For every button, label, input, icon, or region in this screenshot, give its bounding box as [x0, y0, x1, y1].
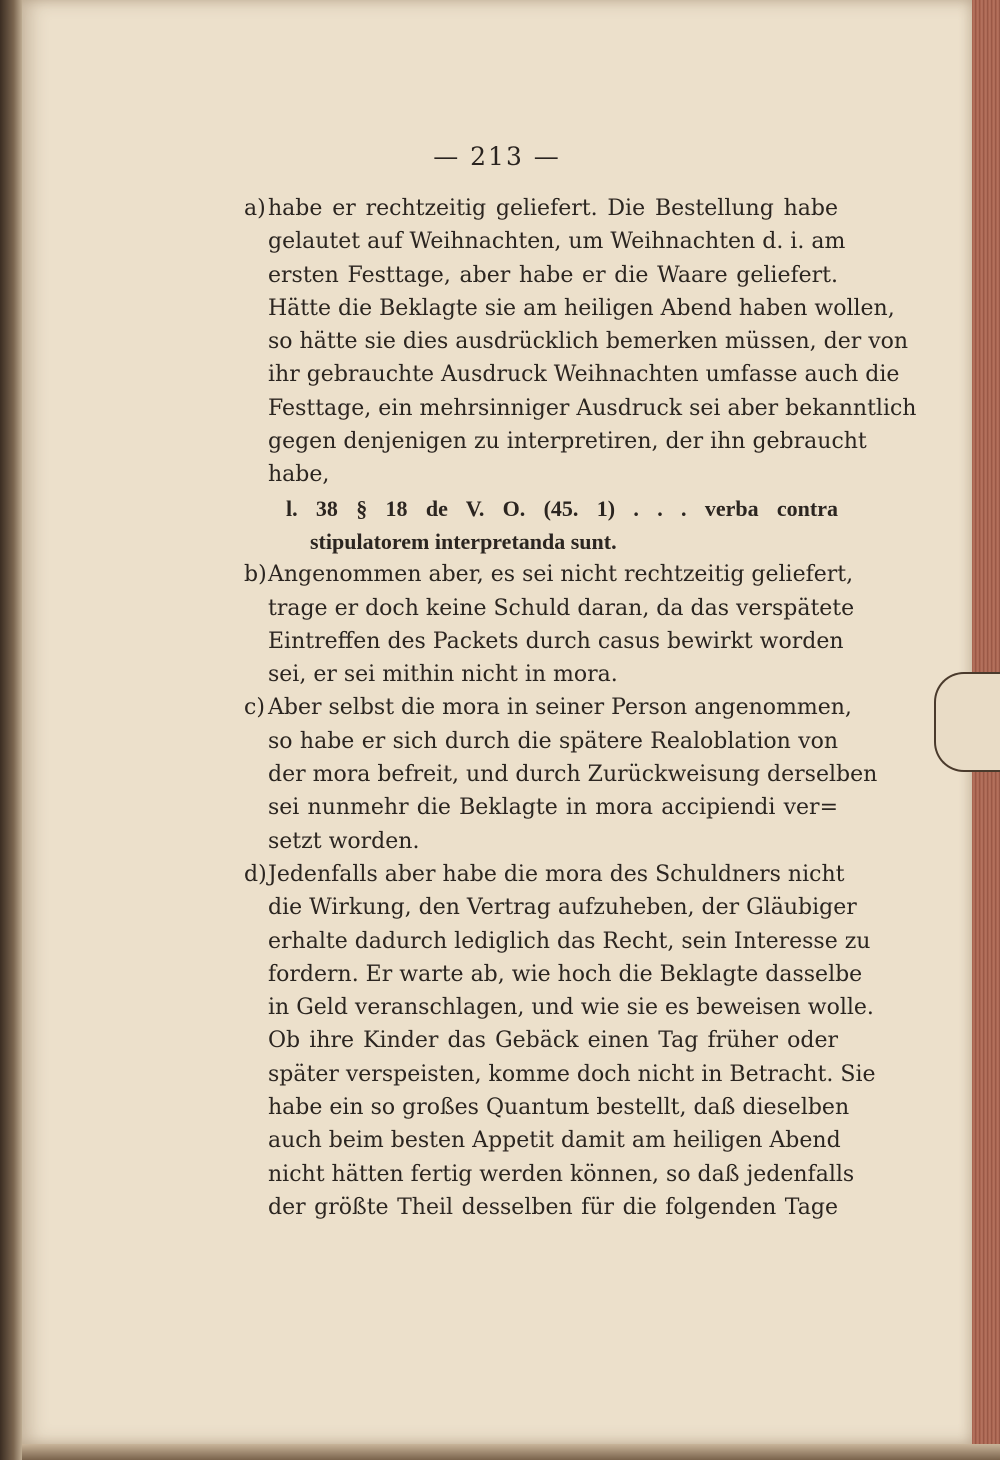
text-line: auch beim besten Appetit damit am heiligen Abend: [268, 1128, 841, 1154]
paragraph-a: [244, 192, 917, 492]
text-line: so habe er sich durch die spätere Realoblation von: [268, 728, 838, 754]
text-line: fordern. Er warte ab, wie hoch die Beklagte dasselbe: [268, 961, 863, 987]
text-line: in Geld veranschlagen, und wie sie es beweisen wolle.: [268, 995, 874, 1021]
text-line: der mora befreit, und durch Zurückweisung derselben: [268, 762, 878, 788]
text-line: Eintreffen des Packets durch casus bewirkt worden: [268, 628, 844, 654]
text-line: gelautet auf Weihnachten, um Weihnachten d. i. am: [268, 229, 846, 255]
page-clip-tab: [934, 672, 1000, 772]
text-line: habe,: [268, 462, 330, 488]
text-line: erhalte dadurch lediglich das Recht, sein Interesse zu: [268, 928, 871, 954]
text-line: ihr gebrauchte Ausdruck Weihnachten umfasse auch die: [268, 362, 900, 388]
paragraph-b: [244, 558, 855, 691]
page-sheet: [22, 0, 972, 1444]
text-line: d)Jedenfalls aber habe die mora des Schuldners nicht: [246, 858, 838, 891]
latin-citation: [246, 492, 838, 559]
text-line: der größte Theil desselben für die folgenden Tage: [268, 1194, 838, 1220]
item-label: d): [244, 861, 267, 887]
text-line: sei, er sei mithin nicht in mora.: [268, 662, 618, 688]
text-line: Festtage, ein mehrsinniger Ausdruck sei aber bekanntlich: [268, 395, 917, 421]
item-label: a): [244, 196, 266, 221]
body-text: [244, 192, 917, 1224]
text-line: die Wirkung, den Vertrag aufzuheben, der Gläubiger: [268, 895, 857, 921]
page-number-header: — 213 —: [433, 142, 561, 171]
text-line: sei nunmehr die Beklagte in mora accipiendi ver=: [268, 795, 838, 821]
text-line: trage er doch keine Schuld daran, da das verspätete: [268, 595, 855, 621]
text-line: gegen denjenigen zu interpretiren, der ihn gebraucht: [268, 429, 867, 455]
page-bottom-edge: [22, 1444, 1000, 1460]
item-label: c): [244, 695, 265, 721]
text-line: Hätte die Beklagte sie am heiligen Abend haben wollen,: [268, 295, 895, 321]
paragraph-c: [244, 691, 878, 857]
text-line: später verspeisten, komme doch nicht in Betracht. Sie: [268, 1061, 876, 1087]
text-line: habe ein so großes Quantum bestellt, daß dieselben: [268, 1095, 850, 1121]
text-line: setzt worden.: [268, 828, 420, 854]
text-line: c) Aber selbst die mora in seiner Person angenommen,: [246, 691, 838, 724]
text-line: b)Angenommen aber, es sei nicht rechtzeitig geliefert,: [246, 558, 838, 591]
text-line: ersten Festtage, aber habe er die Waare geliefert.: [268, 262, 838, 288]
text-line: so hätte sie dies ausdrücklich bemerken müssen, der von: [268, 329, 909, 355]
item-label: b): [244, 562, 267, 588]
citation-line: l. 38 § 18 de V. O. (45. 1) . . . verba contra: [286, 495, 838, 521]
text-line: Ob ihre Kinder das Gebäck einen Tag früher oder: [268, 1028, 838, 1054]
citation-line: stipulatorem interpretanda sunt.: [310, 528, 617, 554]
text-line: a) habe er rechtzeitig geliefert. Die Bestellung habe: [246, 192, 838, 225]
text-line: nicht hätten fertig werden können, so daß jedenfalls: [268, 1161, 855, 1187]
paragraph-d: [244, 858, 876, 1224]
